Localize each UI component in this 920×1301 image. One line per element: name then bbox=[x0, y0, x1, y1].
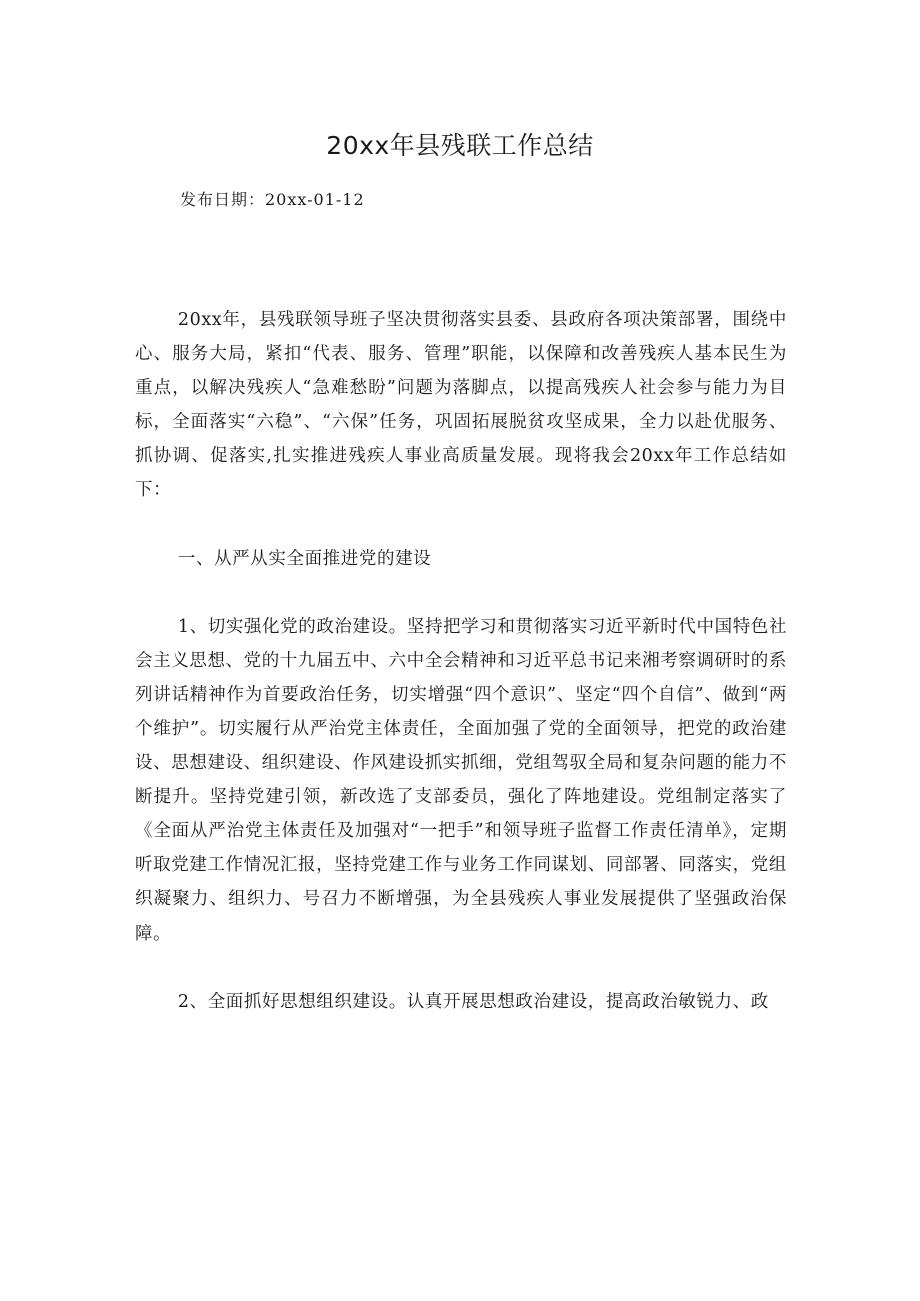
paragraph-item-2: 2、全面抓好思想组织建设。认真开展思想政治建设，提高政治敏锐力、政 bbox=[177, 991, 769, 1012]
document-title: 20xx年县残联工作总结 bbox=[326, 131, 594, 160]
paragraph-item-1: 1、切实强化党的政治建设。坚持把学习和贯彻落实习近平新时代中国特色社会主义思想、党的十九届五中、六中全会精神和习近平总书记来湘考察调研时的系列讲话精神作为首要政治任务，切实增强“四个意识”、坚定“四个自信”、做到“两个维护”。切实履行从严治党主体责任，全面加强了党的全面领导，把党的政治建设、思想建设、组织建设、作风建设抓实抓细，党组驾驭全局和复杂问题的能力不断提升。坚持党建引领，新改选了支部委员，强化了阵地建设。党组制定落实了《全面从严治党主体责任及加强对“一把手”和领导班子监督工作责任清单》，定期听取党建工作情况汇报，坚持党建工作与业务工作同谋划、同部署、同落实，党组织凝聚力、组织力、号召力不断增强，为全县残疾人事业发展提供了坚强政治保障。 bbox=[135, 616, 787, 944]
document-body bbox=[135, 303, 787, 1053]
intro-paragraph: 20xx年，县残联领导班子坚决贯彻落实县委、县政府各项决策部署，围绕中心、服务大局，紧扣“代表、服务、管理”职能，以保障和改善残疾人基本民生为重点，以解决残疾人“急难愁盼”问题为落脚点，以提高残疾人社会参与能力为目标，全面落实“六稳”、“六保”任务，巩固拓展脱贫攻坚成果，全力以赴优服务、抓协调、促落实,扎实推进残疾人事业高质量发展。现将我会20xx年工作总结如下： bbox=[135, 310, 787, 501]
publish-date: 发布日期：20xx-01-12 bbox=[180, 190, 365, 209]
section-heading: 一、从严从实全面推进党的建设 bbox=[177, 548, 432, 569]
